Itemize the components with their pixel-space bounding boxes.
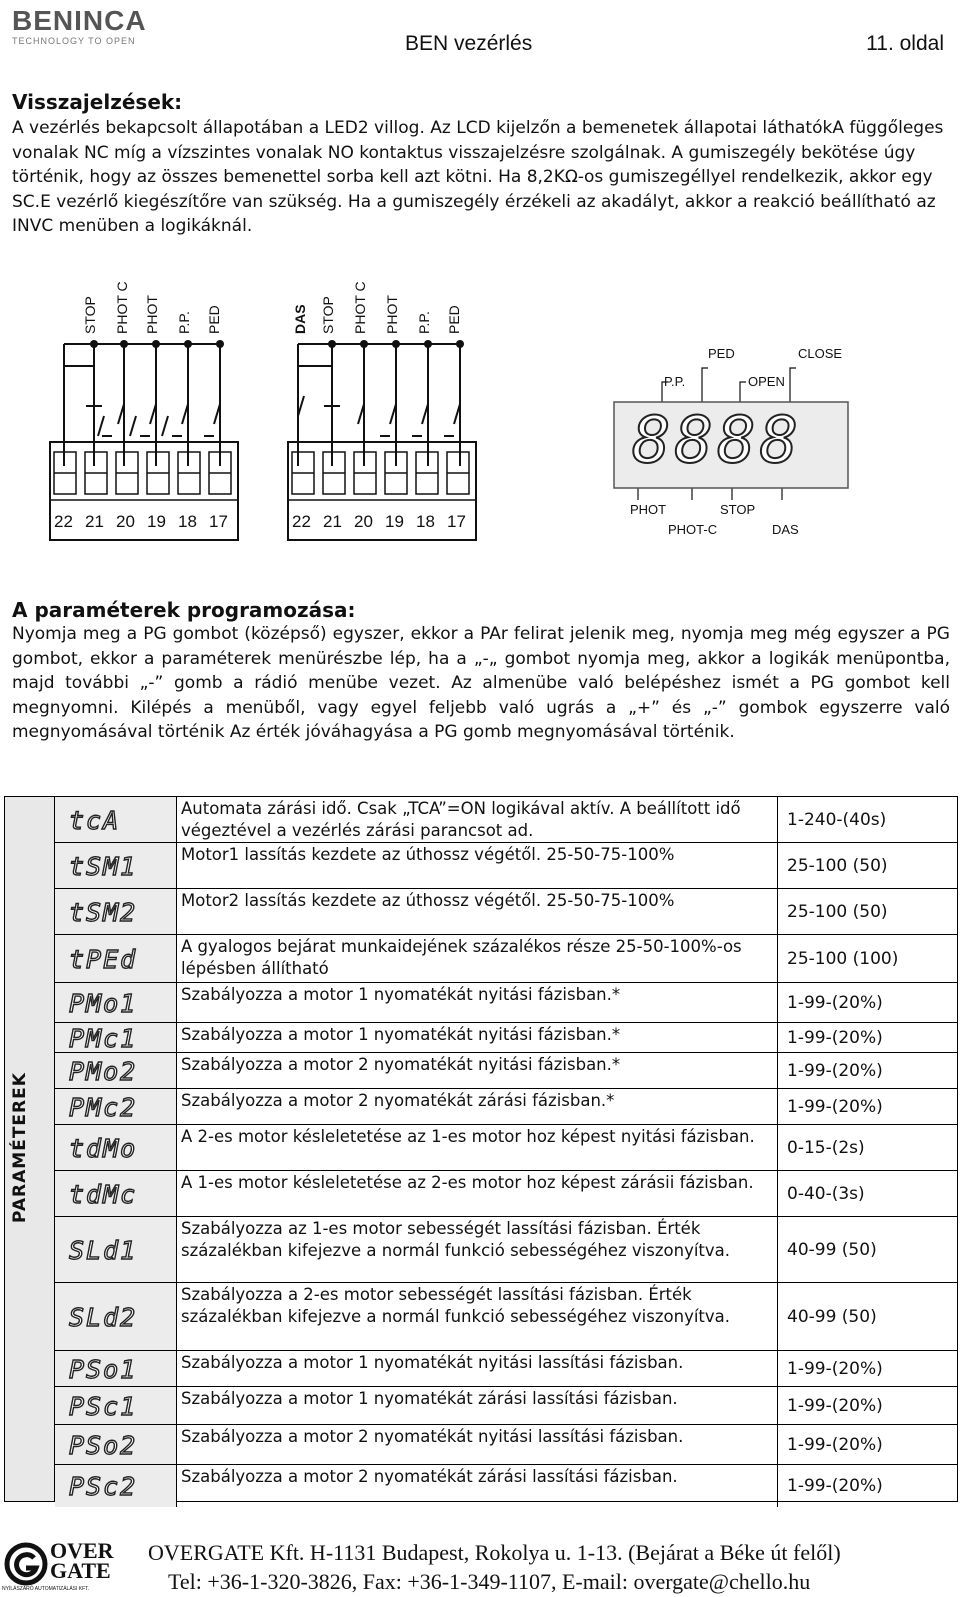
terminal-label: PED bbox=[206, 305, 222, 334]
parameter-code-text: SLd1 bbox=[69, 1235, 138, 1265]
parameter-code-text: tcA bbox=[69, 805, 121, 835]
parameter-description: A 2-es motor késleletetése az 1-es motor hoz képest nyitási fázisban. bbox=[181, 1127, 755, 1146]
parameter-code-text: PSo1 bbox=[69, 1354, 138, 1384]
parameter-code bbox=[55, 1425, 177, 1464]
parameter-description: A gyalogos bejárat munkaidejének százalékos része 25-50-100%-os lépésben állítható bbox=[181, 937, 742, 978]
terminal-number: 18 bbox=[416, 512, 435, 531]
parameter-code bbox=[55, 1465, 177, 1507]
parameter-code-text: PMo1 bbox=[69, 988, 138, 1018]
terminal-label: P.P. bbox=[416, 311, 432, 334]
table-row bbox=[55, 935, 957, 983]
parameter-code bbox=[55, 843, 177, 888]
parameter-value: 1-99-(20%) bbox=[777, 983, 957, 1022]
parameter-code bbox=[55, 983, 177, 1022]
parameter-description: Motor2 lassítás kezdete az úthossz végétől. 25-50-75-100% bbox=[181, 891, 675, 910]
parameter-description: Automata zárási idő. Csak „TCA”=ON logikával aktív. A beállított idő végeztével a vezérlés zárási parancsot ad. bbox=[181, 799, 741, 840]
overgate-logo bbox=[0, 1538, 140, 1596]
parameter-code-text: PMo2 bbox=[69, 1056, 138, 1086]
display-label: DAS bbox=[772, 522, 799, 537]
table-row bbox=[55, 797, 957, 843]
parameter-code bbox=[55, 797, 177, 842]
wiring-diagram-1 bbox=[44, 272, 244, 547]
parameter-value: 1-99-(20%) bbox=[777, 1023, 957, 1052]
display-label: OPEN bbox=[748, 374, 785, 389]
section-title-programming: A paraméterek programozása: bbox=[12, 598, 356, 622]
terminal-number: 20 bbox=[116, 512, 135, 531]
terminal-label: PHOT bbox=[144, 295, 160, 334]
table-row bbox=[55, 1171, 957, 1217]
parameter-code bbox=[55, 1283, 177, 1350]
terminal-number: 17 bbox=[447, 512, 466, 531]
table-row bbox=[55, 1125, 957, 1171]
parameter-code bbox=[55, 1351, 177, 1386]
terminal-label: PHOT C bbox=[352, 281, 368, 334]
parameter-value: 1-99-(20%) bbox=[777, 1387, 957, 1424]
display-label: P.P. bbox=[664, 374, 686, 389]
parameter-value: 0-40-(3s) bbox=[777, 1171, 957, 1216]
footer-contact: Tel: +36-1-320-3826, Fax: +36-1-349-1107, E-mail: overgate@chello.hu bbox=[168, 1569, 811, 1594]
terminal-number: 19 bbox=[147, 512, 166, 531]
parameter-value: 25-100 (50) bbox=[777, 843, 957, 888]
parameter-code-text: PSo2 bbox=[69, 1430, 138, 1460]
parameter-code bbox=[55, 889, 177, 934]
parameter-description: A 1-es motor késleletetése az 2-es motor hoz képest zárásii fázisban. bbox=[181, 1173, 754, 1192]
table-side-label: PARAMÉTEREK bbox=[10, 1072, 30, 1223]
lcd-display-diagram bbox=[612, 346, 852, 546]
parameter-description: Szabályozza a motor 2 nyomatékát zárási fázisban.* bbox=[181, 1091, 615, 1110]
display-label: PHOT bbox=[630, 502, 667, 517]
parameter-code bbox=[55, 1217, 177, 1282]
parameter-value: 1-99-(20%) bbox=[777, 1465, 957, 1507]
table-row bbox=[55, 1023, 957, 1053]
section-text-feedback: A vezérlés bekapcsolt állapotában a LED2 villog. Az LCD kijelzőn a bemenetek állapotai láthatókA függőleges vonalak NC míg a vízszintes vonalak NO kontaktus visszajelzésre szolgálnak. A gumiszegély bekötése úgy történik, hogy az összes bemenettel sorba kell azt kötni. Ha 8,2KΩ-os gumiszegéllyel rendelkezik, akkor egy SC.E vezérlő kiegészítőre van szükség. Ha a gumiszegély érzékeli az akadályt, akkor a reakció beállítható az INVC menüben a logikáknál. bbox=[12, 118, 944, 236]
parameter-description: Szabályozza a motor 1 nyomatékát zárási lassítási fázisban. bbox=[181, 1389, 678, 1408]
parameter-code-text: tPEd bbox=[69, 944, 138, 974]
parameter-code-text: tSM2 bbox=[69, 897, 138, 927]
table-row bbox=[55, 843, 957, 889]
terminal-label: DAS bbox=[292, 304, 308, 334]
terminal-number: 18 bbox=[178, 512, 197, 531]
parameter-code bbox=[55, 1171, 177, 1216]
section-title-feedback: Visszajelzések: bbox=[12, 90, 183, 114]
terminal-number: 20 bbox=[354, 512, 373, 531]
logo-tagline: TECHNOLOGY TO OPEN bbox=[12, 36, 136, 46]
parameter-code-text: PMc1 bbox=[69, 1023, 138, 1053]
beninca-logo bbox=[12, 6, 172, 52]
overgate-emblem-icon bbox=[4, 1542, 48, 1586]
terminal-label: STOP bbox=[320, 296, 336, 334]
parameter-value: 1-99-(20%) bbox=[777, 1053, 957, 1088]
parameter-description: Motor1 lassítás kezdete az úthossz végétől. 25-50-75-100% bbox=[181, 845, 675, 864]
parameter-code bbox=[55, 935, 177, 982]
parameter-value: 0-15-(2s) bbox=[777, 1125, 957, 1170]
parameter-description: Szabályozza a 2-es motor sebességét lassítási fázisban. Érték százalékban kifejezve a normál funkció sebességéhez viszonyítva. bbox=[181, 1285, 731, 1326]
logo-text-top: OVER bbox=[50, 1538, 114, 1563]
table-row bbox=[55, 983, 957, 1023]
table-row bbox=[55, 1425, 957, 1465]
parameter-code-text: PMc2 bbox=[69, 1092, 138, 1122]
section-text-programming: Nyomja meg a PG gombot (középső) egyszer, ekkor a PAr felirat jelenik meg, nyomja meg még egyszer a PG gombot, ekkor a paraméterek menürészbe lép, ha a „-„ gombot nyomja meg, akkor a logikák menüpontba, majd további „-” gomb a rádió menübe vezet. Az almenübe való belépéshez ismét a PG gombot kell megnyomni. Kilépés a menüből, vagy egyel feljebb való ugrás a „+” és „-” gombok egyszerre való megnyomásával történik Az érték jóváhagyása a PG gomb megnyomásával történik. bbox=[12, 624, 950, 742]
logo-subtext: NYÍLÁSZÁRÓ AUTOMATIZÁLÁSI KFT. bbox=[2, 1586, 90, 1592]
parameter-code-text: PSc1 bbox=[69, 1391, 138, 1421]
parameter-description: Szabályozza a motor 2 nyomatékát nyitási lassítási fázisban. bbox=[181, 1427, 684, 1446]
table-row bbox=[55, 1351, 957, 1387]
wiring-diagram-2 bbox=[284, 272, 484, 547]
display-label: PHOT-C bbox=[668, 522, 718, 537]
parameter-description: Szabályozza a motor 1 nyomatékát nyitási lassítási fázisban. bbox=[181, 1353, 684, 1372]
terminal-number: 17 bbox=[209, 512, 228, 531]
parameter-description: Szabályozza a motor 1 nyomatékát nyitási fázisban.* bbox=[181, 1025, 621, 1044]
display-label: STOP bbox=[720, 502, 756, 517]
terminal-number: 21 bbox=[323, 512, 342, 531]
page-number: 11. oldal bbox=[866, 32, 944, 55]
parameter-code bbox=[55, 1053, 177, 1088]
parameter-value: 25-100 (50) bbox=[777, 889, 957, 934]
terminal-label: STOP bbox=[82, 296, 98, 334]
table-row bbox=[55, 1387, 957, 1425]
logo-brand: BENINCA bbox=[12, 5, 147, 36]
table-row bbox=[55, 1053, 957, 1089]
parameter-code bbox=[55, 1089, 177, 1124]
terminal-label: PHOT C bbox=[114, 281, 130, 334]
terminal-number: 22 bbox=[54, 512, 73, 531]
table-row bbox=[55, 1283, 957, 1351]
terminal-number: 19 bbox=[385, 512, 404, 531]
parameter-table bbox=[4, 796, 958, 1502]
display-digits: 8888 bbox=[632, 404, 803, 478]
parameter-description: Szabályozza a motor 2 nyomatékát zárási lassítási fázisban. bbox=[181, 1467, 678, 1486]
parameter-code bbox=[55, 1125, 177, 1170]
footer-address: OVERGATE Kft. H-1131 Budapest, Rokolya u. 1-13. (Bejárat a Béke út felől) bbox=[148, 1540, 841, 1565]
document-title: BEN vezérlés bbox=[405, 32, 533, 55]
table-row bbox=[55, 889, 957, 935]
parameter-code bbox=[55, 1023, 177, 1052]
parameter-description: Szabályozza az 1-es motor sebességét lassítási fázisban. Érték százalékban kifejezve a normál funkció sebességéhez viszonyítva. bbox=[181, 1219, 731, 1260]
parameter-description: Szabályozza a motor 1 nyomatékát nyitási fázisban.* bbox=[181, 985, 621, 1004]
terminal-number: 22 bbox=[292, 512, 311, 531]
table-row bbox=[55, 1089, 957, 1125]
parameter-code-text: tdMo bbox=[69, 1133, 138, 1163]
parameter-code-text: tSM1 bbox=[69, 851, 138, 881]
parameter-description: Szabályozza a motor 2 nyomatékát nyitási fázisban.* bbox=[181, 1055, 621, 1074]
parameter-value: 1-99-(20%) bbox=[777, 1089, 957, 1124]
table-row bbox=[55, 1217, 957, 1283]
display-label: CLOSE bbox=[798, 346, 843, 361]
display-label: PED bbox=[708, 346, 735, 361]
logo-text-bottom: GATE bbox=[50, 1558, 111, 1583]
parameter-code-text: tdMc bbox=[69, 1179, 138, 1209]
parameter-code-text: PSc2 bbox=[69, 1472, 138, 1501]
terminal-label: P.P. bbox=[176, 311, 192, 334]
table-row bbox=[55, 1465, 957, 1507]
parameter-code bbox=[55, 1387, 177, 1424]
parameter-code-text: SLd2 bbox=[69, 1302, 138, 1332]
parameter-value: 25-100 (100) bbox=[777, 935, 957, 982]
parameter-value: 40-99 (50) bbox=[777, 1217, 957, 1282]
terminal-label: PED bbox=[446, 305, 462, 334]
parameter-value: 1-99-(20%) bbox=[777, 1351, 957, 1386]
parameter-value: 1-99-(20%) bbox=[777, 1425, 957, 1464]
terminal-number: 21 bbox=[85, 512, 104, 531]
parameter-value: 40-99 (50) bbox=[777, 1283, 957, 1350]
parameter-value: 1-240-(40s) bbox=[777, 797, 957, 842]
terminal-label: PHOT bbox=[384, 295, 400, 334]
